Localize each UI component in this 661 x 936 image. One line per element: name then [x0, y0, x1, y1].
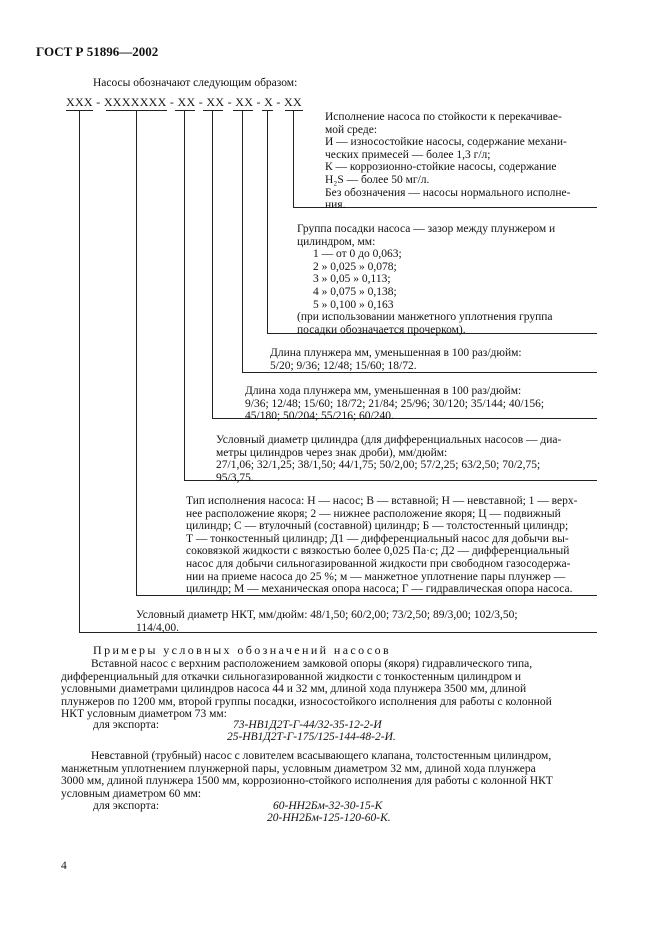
block-line: мой среде: [325, 123, 378, 136]
block-line: 2 » 0,025 » 0,078; [313, 260, 397, 273]
block-line: Длина плунжера мм, уменьшенная в 100 раз/дюйм: [270, 347, 522, 359]
wear-resistance-block [325, 111, 597, 212]
block-line: цилиндр; М — механическая опора насоса; Г — гидравлическая опора насоса. [186, 583, 573, 596]
pump-type-block [186, 495, 597, 596]
example-1-code: 73-НВ1Д2Т-Г-44/32-35-12-2-И [233, 719, 382, 731]
fit-group-block [297, 223, 597, 336]
code-underline [203, 110, 223, 111]
block-line: нее расположение якоря; 2 — нижнее расположение якоря; Ц — подвижный [186, 507, 561, 520]
nkt-diameter-block [136, 609, 597, 634]
code-underline [175, 110, 195, 111]
block-line: 5 » 0,100 » 0,163 [313, 298, 394, 311]
leader-line [184, 111, 185, 480]
example-2-code: 60-НН2Бм-32-30-15-К [273, 800, 383, 812]
examples-heading: Примеры условных обозначений насосов [93, 643, 392, 657]
code-part: XX [177, 95, 196, 109]
code-underline [233, 110, 253, 111]
block-line: НКТ условным диаметром 73 мм: [61, 708, 227, 721]
code-dash: - [227, 95, 232, 109]
code-part: XXX [66, 95, 93, 109]
block-line: посадки обозначается прочерком). [297, 323, 466, 336]
page-number: 4 [61, 860, 67, 872]
block-line: Условный диаметр НКТ, мм/дюйм: 48/1,50; 60/2,00; 73/2,50; 89/3,00; 102/3,50; [136, 609, 518, 621]
block-line: Т — тонкостенный цилиндр; Д1 — дифференциальный насос для добычи вы- [186, 532, 569, 545]
block-line: 95/3,75. [216, 471, 254, 484]
block-line: Невставной (трубный) насос с ловителем всасывающего клапана, толстостенным цилиндром, [91, 750, 552, 762]
document-header: ГОСТ Р 51896—2002 [36, 44, 159, 59]
intro-text: Насосы обозначают следующим образом: [93, 77, 298, 89]
block-line: Тип исполнения насоса: Н — насос; В — вставной; Н — невставной; 1 — верх- [186, 495, 578, 507]
block-line: ния. [325, 199, 346, 212]
leader-line [267, 111, 268, 333]
block-line: 9/36; 12/48; 15/60; 18/72; 21/84; 25/96; 30/120; 35/144; 40/156; [245, 397, 545, 410]
export-label: для экспорта: [93, 719, 160, 731]
code-part: XXXXXXX [103, 95, 167, 109]
code-dash: - [96, 95, 101, 109]
block-line: 3 » 0,05 » 0,113; [313, 273, 391, 286]
example-2-text [61, 750, 598, 800]
block-line: (при использовании манжетного уплотнения группа [297, 311, 553, 324]
code-dash: - [169, 95, 175, 109]
code-part: X [264, 95, 274, 109]
block-line: нии на приеме насоса до 25 %; м — манжетное уплотнение пары плунжер — [186, 570, 566, 583]
block-line: 27/1,06; 32/1,25; 38/1,50; 44/1,75; 50/2,00; 57/2,25; 63/2,50; 70/2,75; [216, 459, 541, 472]
example-2-code-export: 20-НН2Бм-125-120-60-К. [267, 812, 391, 824]
code-underline [285, 110, 303, 111]
block-line: Условный диаметр цилиндра (для дифференциальных насосов — диа- [216, 434, 562, 446]
block-line: плунжеров по 1200 мм, второй группы посадки, износостойкого исполнения для работы с колонной [61, 695, 552, 708]
block-line: Длина хода плунжера мм, уменьшенная в 100 раз/дюйм: [245, 385, 522, 397]
leader-line [212, 111, 213, 418]
block-line: 3000 мм, длиной плунжера 1500 мм, коррозионно-стойкого исполнения для работы с колонной НКТ [61, 775, 553, 788]
block-line: ческих примесей — более 1,3 г/л; [325, 148, 491, 161]
leader-line [136, 111, 137, 595]
code-dash: - [198, 95, 204, 109]
export-label: для экспорта: [93, 800, 160, 812]
block-line: манжетным уплотнением плунжерной пары, условным диаметром 32 мм, длиной хода плунжера [61, 762, 536, 775]
block-line: Исполнение насоса по стойкости к перекачивае- [325, 111, 562, 123]
stroke-length-block [245, 385, 597, 423]
block-line: 1 — от 0 до 0,063; [313, 248, 402, 261]
block-line: 5/20; 9/36; 12/48; 15/60; 18/72. [270, 359, 417, 372]
code-dash: - [276, 95, 281, 109]
code-dash: - [256, 95, 261, 109]
plunger-length-block [270, 347, 597, 372]
example-1-text [61, 658, 598, 721]
code-part: XX [235, 95, 254, 109]
designation-code [66, 95, 302, 110]
block-line: И — износостойкие насосы, содержание механи- [325, 136, 567, 149]
block-line: К — коррозионно-стойкие насосы, содержание [325, 161, 557, 174]
block-line: дифференциальный для откачки сильногазированной жидкости с тонкостенным цилиндром и [61, 670, 521, 683]
block-line: метры цилиндров через знак дроби), мм/дюйм: [216, 446, 448, 459]
block-line: 114/4,00. [136, 621, 180, 634]
block-line: 4 » 0,075 » 0,138; [313, 285, 397, 298]
block-line: цилиндр; С — втулочный (составной) цилиндр; Б — толстостенный цилиндр; [186, 520, 569, 533]
block-line: Группа посадки насоса — зазор между плунжером и [297, 223, 556, 235]
block-line: Вставной насос с верхним расположением замковой опоры (якоря) гидравлического типа, [91, 658, 533, 670]
block-line: насос для добычи сильногазированной жидкости при свободном газосодержа- [186, 557, 571, 570]
leader-line [242, 111, 243, 372]
block-line: 45/180; 50/204; 55/216; 60/240. [245, 410, 394, 423]
block-line: Без обозначения — насосы нормального исполне- [325, 186, 571, 199]
block-line: цилиндром, мм: [297, 235, 376, 248]
cylinder-diameter-block [216, 434, 597, 484]
code-part: XX [206, 95, 225, 109]
code-part: XX [283, 95, 302, 109]
leader-line [79, 111, 80, 632]
example-1-code-export: 25-НВ1Д2Т-Г-175/125-144-48-2-И. [227, 731, 396, 743]
leader-line [293, 111, 294, 207]
block-line: условным диаметром 60 мм: [61, 787, 202, 800]
block-line: соковязкой жидкости с вязкостью более 0,025 Па·с; Д2 — дифференциальный [186, 545, 570, 558]
block-line: H₂S — более 50 мг/л. [325, 173, 430, 186]
block-line: условными диаметрами цилиндров насоса 44 и 32 мм, длиной хода плунжера 3500 мм, длиной [61, 683, 527, 696]
